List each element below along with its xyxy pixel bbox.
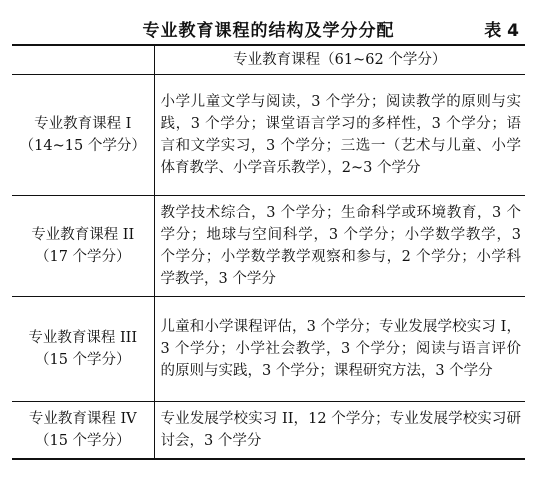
course-list-cell: 教学技术综合，3 个学分；生命科学或环境教育，3 个学分；地球与空间科学，3 个学分；小学数学教学，3 个学分；小学数学教学观察和参与，2 个学分；小学科学教学，3 个学分 [154, 196, 525, 297]
table-row [12, 196, 525, 297]
table-title: 专业教育课程的结构及学分分配 [142, 21, 395, 41]
table-row [12, 402, 525, 460]
header-cell-courses: 专业教育课程（61~62 个学分） [154, 45, 525, 75]
course-group-credits: （15 个学分） [34, 352, 131, 368]
course-group-cell [12, 402, 154, 460]
header-cell-empty [12, 45, 154, 75]
course-group-credits: （14~15 个学分） [19, 138, 146, 154]
course-group-name: 专业教育课程 III [28, 330, 138, 346]
course-group-name: 专业教育课程 II [31, 227, 135, 243]
table-row [12, 75, 525, 196]
table-caption [12, 10, 525, 44]
course-list-cell: 专业发展学校实习 II，12 个学分；专业发展学校实习研讨会，3 个学分 [154, 402, 525, 460]
table-row [12, 297, 525, 402]
course-group-cell [12, 196, 154, 297]
table-header-row [12, 45, 525, 75]
table-number: 表 4 [484, 21, 519, 41]
course-group-credits: （17 个学分） [34, 249, 131, 265]
course-group-name: 专业教育课程 IV [28, 411, 137, 427]
course-structure-table [12, 44, 525, 460]
course-list-cell: 小学儿童文学与阅读，3 个学分；阅读教学的原则与实践，3 个学分；课堂语言学习的多样性，3 个学分；语言和文学实习，3 个学分；三选一（艺术与儿童、小学体育教学、小学音乐教学），2~3 个学分 [154, 75, 525, 196]
course-group-cell [12, 297, 154, 402]
course-list-cell: 儿童和小学课程评估，3 个学分；专业发展学校实习 I，3 个学分；小学社会教学，3 个学分；阅读与语言评价的原则与实践，3 个学分；课程研究方法，3 个学分 [154, 297, 525, 402]
course-group-credits: （15 个学分） [34, 433, 131, 449]
course-group-name: 专业教育课程 I [34, 116, 132, 132]
course-group-cell [12, 75, 154, 196]
